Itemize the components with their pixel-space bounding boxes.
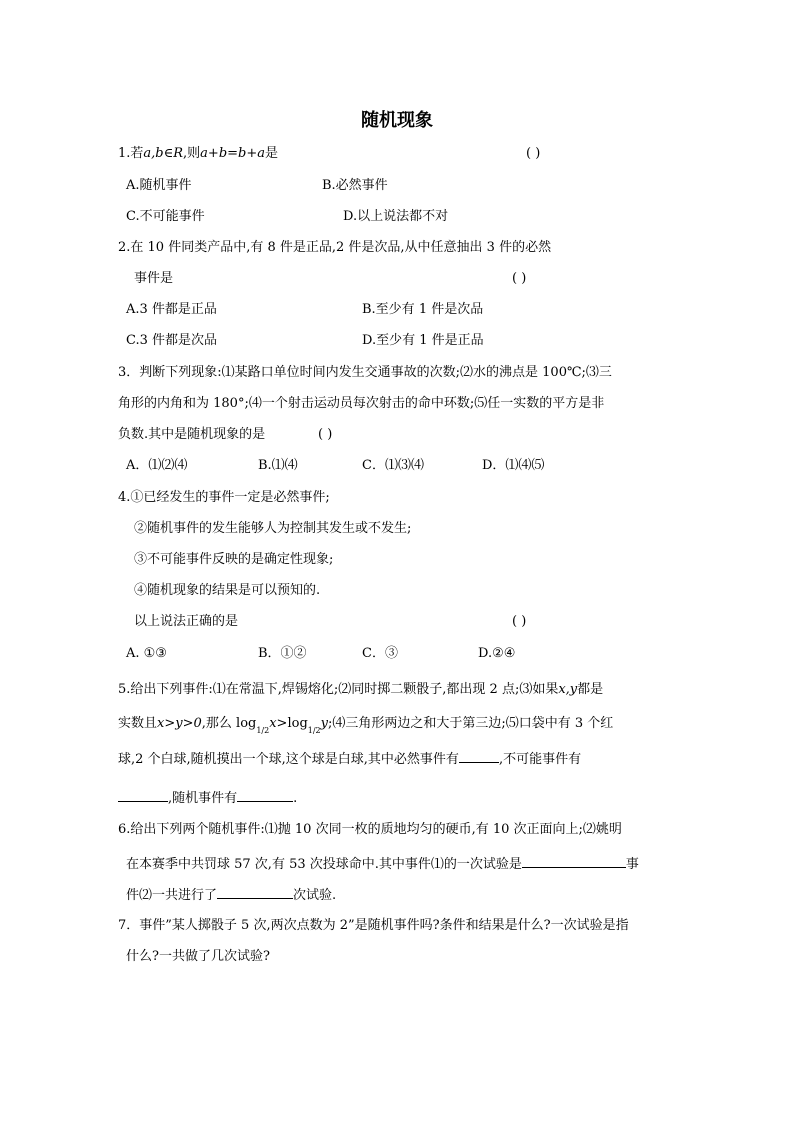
question-2-option-a: A.3 件都是正品	[126, 302, 217, 317]
question-5-stem-cont: 实数且x>y>0,那么 log1/2x>log1/2y;⑷三角形两边之和大于第三边;⑸口袋中有 3 个红	[118, 716, 614, 735]
question-1-option-d: D.以上说法都不对	[343, 209, 449, 224]
question-4-option-b: B．①②	[258, 646, 307, 661]
question-4-statement-4: ④随机现象的结果是可以预知的.	[134, 583, 321, 598]
question-2-option-d: D.至少有 1 件是正品	[362, 333, 484, 348]
question-1-option-a: A.随机事件	[126, 178, 192, 193]
question-1-option-c: C.不可能事件	[126, 209, 205, 224]
question-6-stem-end: 件⑵一共进行了 次试验.	[126, 888, 337, 903]
question-1-stem: 1.若a,b∈R,则a+b=b+a是	[118, 146, 279, 161]
question-3-option-d: D．⑴⑷⑸	[482, 458, 545, 473]
answer-blank-impossible[interactable]	[118, 789, 168, 802]
question-4-prompt: 以上说法正确的是	[134, 614, 239, 629]
question-1-option-b: B.必然事件	[322, 178, 388, 193]
question-4-option-c: C．③	[362, 646, 398, 661]
question-4-statement-2: ②随机事件的发生能够人为控制其发生或不发生;	[134, 521, 412, 536]
question-4-statement-3: ③不可能事件反映的是确定性现象;	[134, 552, 334, 567]
question-2-option-b: B.至少有 1 件是次品	[362, 302, 484, 317]
question-2-answer-paren: ( )	[512, 271, 527, 286]
question-5-stem-line3: 球,2 个白球,随机摸出一个球,这个球是白球,其中必然事件有 ,不可能事件有	[118, 752, 582, 767]
question-2-stem-cont: 事件是	[134, 271, 174, 286]
log-expression-1: log1/2	[236, 716, 270, 735]
question-7-stem-cont: 什么?一共做了几次试验?	[126, 949, 270, 964]
question-2-stem: 2.在 10 件同类产品中,有 8 件是正品,2 件是次品,从中任意抽出 3 件的必然	[118, 240, 552, 255]
question-3-stem: 3．判断下列现象:⑴某路口单位时间内发生交通事故的次数;⑵水的沸点是 100℃;⑶三	[118, 365, 612, 380]
question-3-option-c: C．⑴⑶⑷	[362, 458, 424, 473]
question-3-stem-end: 负数.其中是随机现象的是	[118, 427, 266, 442]
question-3-stem-cont: 角形的内角和为 180°;⑷一个射击运动员每次射击的命中环数;⑸任一实数的平方是非	[118, 396, 605, 411]
question-7-stem: 7．事件”某人掷骰子 5 次,两次点数为 2”是随机事件吗?条件和结果是什么?一次试验是指	[118, 918, 629, 933]
answer-blank-random[interactable]	[237, 789, 293, 802]
answer-blank-certain[interactable]	[459, 750, 499, 763]
question-3-answer-paren: ( )	[318, 427, 333, 442]
question-3-option-a: A．⑴⑵⑷	[126, 458, 188, 473]
question-5-stem-line4: ,随机事件有 .	[118, 789, 297, 807]
question-3-option-b: B.⑴⑷	[258, 458, 298, 473]
answer-blank-trial-count[interactable]	[217, 886, 293, 899]
question-5-stem: 5.给出下列事件:⑴在常温下,焊锡熔化;⑵同时掷二颗骰子,都出现 2 点;⑶如果x,y都是	[118, 682, 604, 697]
question-4-statement-1: 4.①已经发生的事件一定是必然事件;	[118, 490, 330, 505]
answer-blank-single-trial[interactable]	[522, 855, 626, 868]
question-4-option-d: D.②④	[478, 646, 516, 661]
log-expression-2: log1/2	[287, 716, 321, 735]
question-2-option-c: C.3 件都是次品	[126, 333, 218, 348]
question-6-stem-cont: 在本赛季中共罚球 57 次,有 53 次投球命中.其中事件⑴的一次试验是 事	[126, 857, 639, 872]
question-4-option-a: A. ①③	[126, 646, 167, 661]
page-title: 随机现象	[361, 110, 433, 131]
question-4-answer-paren: ( )	[512, 614, 527, 629]
question-6-stem: 6.给出下列两个随机事件:⑴抛 10 次同一枚的质地均匀的硬币,有 10 次正面向上;⑵姚明	[118, 822, 622, 837]
question-1-answer-paren: ( )	[526, 146, 541, 161]
